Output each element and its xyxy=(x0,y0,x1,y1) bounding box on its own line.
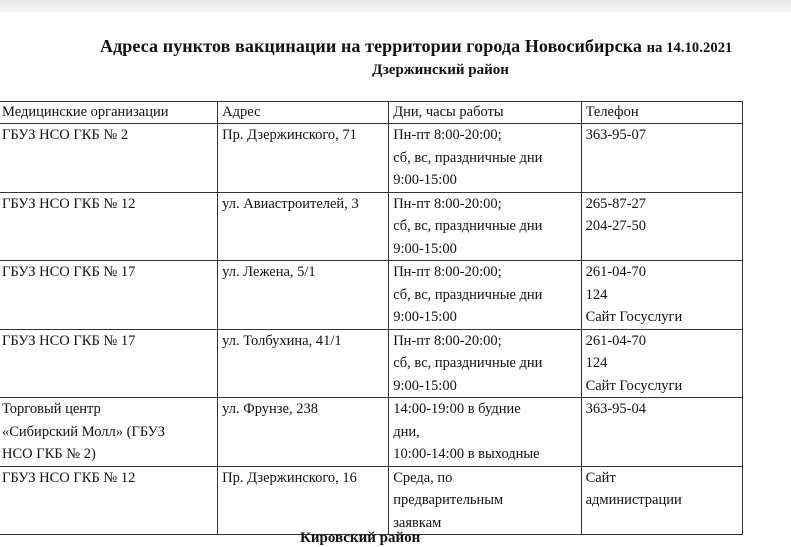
cell-phone-line: 265-87-27 xyxy=(585,195,646,212)
title-text: Адреса пунктов вакцинации на территории города Новосибирска xyxy=(100,36,642,56)
table-header-row xyxy=(0,102,743,124)
cell-address-line: ул. Лежена, 5/1 xyxy=(222,264,316,280)
table-row xyxy=(0,466,743,535)
cell-phone xyxy=(581,329,742,398)
header-phone: Телефон xyxy=(581,102,742,124)
cell-phone-line: 363-95-04 xyxy=(585,401,646,417)
cell-phone xyxy=(581,261,742,330)
cell-hours xyxy=(389,192,581,261)
table-row xyxy=(0,192,743,261)
cell-address-line: ул. Фрунзе, 238 xyxy=(222,401,318,417)
cell-phone-line: 363-95-07 xyxy=(585,127,646,143)
cell-address xyxy=(218,192,389,261)
next-district-heading: Кировский район xyxy=(300,530,421,546)
cell-hours xyxy=(389,329,581,398)
cell-phone-line: 124 xyxy=(585,286,608,303)
table-row xyxy=(0,398,743,467)
cell-hours-line: заявкам xyxy=(393,514,442,531)
cell-hours-line: Среда, по xyxy=(393,469,453,486)
cell-organization xyxy=(0,466,218,535)
cell-hours-line: Пн-пт 8:00-20:00; xyxy=(393,264,502,280)
cell-hours-line: предварительным xyxy=(393,492,504,508)
cell-phone-line: 124 xyxy=(585,355,608,371)
cell-organization-line: ГБУЗ НСО ГКБ № 17 xyxy=(2,264,136,280)
cell-hours-line: 9:00-15:00 xyxy=(393,172,457,188)
cell-phone-line: Сайт xyxy=(585,469,616,486)
cell-address-line: Пр. Дзержинского, 71 xyxy=(222,127,357,143)
cell-phone xyxy=(581,466,742,535)
cell-hours xyxy=(389,261,581,330)
cell-hours-line: 9:00-15:00 xyxy=(393,240,457,257)
table-body xyxy=(0,124,743,535)
cell-hours-line: 14:00-19:00 в будние xyxy=(393,401,521,417)
header-hours: Дни, часы работы xyxy=(389,102,581,124)
cell-organization-line: ГБУЗ НСО ГКБ № 12 xyxy=(2,195,136,212)
table-row xyxy=(0,329,743,398)
cell-address xyxy=(218,329,389,398)
cell-hours-line: сб, вс, праздничные дни xyxy=(393,355,543,371)
cell-organization xyxy=(0,124,218,193)
cell-address xyxy=(218,124,389,193)
cell-organization-line: «Сибирский Молл» (ГБУЗ xyxy=(2,423,165,440)
document-title xyxy=(100,36,790,57)
cell-hours xyxy=(389,398,581,467)
cell-address xyxy=(218,261,389,330)
cell-hours-line: сб, вс, праздничные дни xyxy=(393,286,543,303)
cell-organization xyxy=(0,329,218,398)
cell-organization-line: ГБУЗ НСО ГКБ № 12 xyxy=(2,469,136,486)
cell-phone-line: Сайт Госуслуги xyxy=(585,377,683,394)
cell-hours-line: сб, вс, праздничные дни xyxy=(393,218,543,234)
cell-organization-line: ГБУЗ НСО ГКБ № 17 xyxy=(2,332,136,349)
cell-hours-line: Пн-пт 8:00-20:00; xyxy=(393,332,502,349)
cell-address-line: ул. Толбухина, 41/1 xyxy=(222,332,342,349)
cell-address-line: Пр. Дзержинского, 16 xyxy=(222,469,357,486)
cell-phone xyxy=(581,398,742,467)
cell-hours-line: сб, вс, праздничные дни xyxy=(393,149,543,166)
cell-phone-line: 261-04-70 xyxy=(585,332,646,349)
cell-organization-line: НСО ГКБ № 2) xyxy=(2,446,96,462)
table-row xyxy=(0,124,743,193)
cell-hours-line: Пн-пт 8:00-20:00; xyxy=(393,127,502,143)
cell-organization-line: Торговый центр xyxy=(2,401,101,417)
header-address: Адрес xyxy=(218,102,389,124)
cell-phone xyxy=(581,124,742,193)
vaccination-points-table xyxy=(0,101,743,535)
cell-hours-line: дни, xyxy=(393,423,420,440)
district-subtitle: Дзержинский район xyxy=(372,62,509,78)
cell-phone-line: администрации xyxy=(585,492,682,508)
cell-hours-line: 9:00-15:00 xyxy=(393,377,457,394)
cell-address xyxy=(218,398,389,467)
title-date: на 14.10.2021 xyxy=(646,40,733,56)
cell-organization xyxy=(0,261,218,330)
cell-hours xyxy=(389,124,581,193)
cell-phone-line: 204-27-50 xyxy=(585,218,646,234)
cell-organization-line: ГБУЗ НСО ГКБ № 2 xyxy=(2,127,129,143)
cell-hours xyxy=(389,466,581,535)
cell-address xyxy=(218,466,389,535)
header-organizations: Медицинские организации xyxy=(0,102,218,124)
cell-hours-line: 9:00-15:00 xyxy=(393,309,457,325)
cell-hours-line: Пн-пт 8:00-20:00; xyxy=(393,195,502,212)
cell-phone-line: 261-04-70 xyxy=(585,264,646,280)
cell-phone-line: Сайт Госуслуги xyxy=(585,309,683,325)
cell-address-line: ул. Авиастроителей, 3 xyxy=(222,195,359,212)
table-row xyxy=(0,261,743,330)
cell-organization xyxy=(0,398,218,467)
cell-phone xyxy=(581,192,742,261)
window-top-bar xyxy=(0,0,791,12)
cell-organization xyxy=(0,192,218,261)
cell-hours-line: 10:00-14:00 в выходные xyxy=(393,446,540,462)
